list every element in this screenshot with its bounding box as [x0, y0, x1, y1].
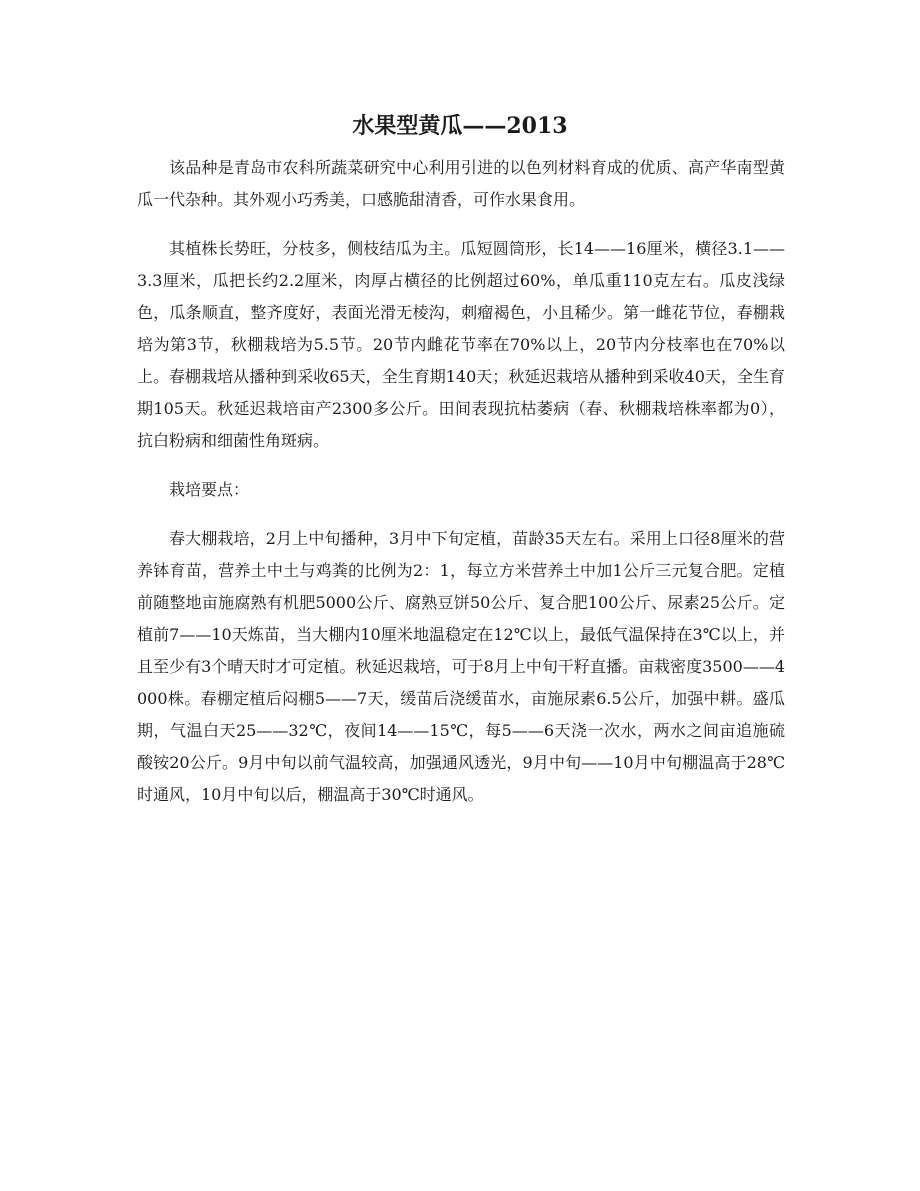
- paragraph-cultivation-heading: 栽培要点：: [169, 480, 250, 499]
- paragraph-plant-traits: 其植株长势旺，分枝多，侧枝结瓜为主。瓜短圆筒形，长14——16厘米，横径3.1——3.3厘米，瓜把长约2.2厘米，肉厚占横径的比例超过60%，单瓜重110克左右。瓜皮浅绿色，瓜条顺直，整齐度好，表面光滑无棱沟，刺瘤褐色，小且稀少。第一雌花节位，春棚栽培为第3节，秋棚栽培为5.5节。20节内雌花节率在70%以上，20节内分枝率也在70%以上。春棚栽培从播种到采收65天，全生育期140天；秋延迟栽培从播种到采收40天，全生育期105天。秋延迟栽培亩产2300多公斤。田间表现抗枯萎病（春、秋棚栽培株率都为0），抗白粉病和细菌性角斑病。: [137, 239, 785, 450]
- document-body: [137, 152, 785, 811]
- paragraph-cultivation-details: 春大棚栽培，2月上中旬播种，3月中下旬定植，苗龄35天左右。采用上口径8厘米的营养钵育苗，营养土中土与鸡粪的比例为2：1，每立方米营养土中加1公斤三元复合肥。定植前随整地亩施腐熟有机肥5000公斤、腐熟豆饼50公斤、复合肥100公斤、尿素25公斤。定植前7——10天炼苗，当大棚内10厘米地温稳定在12℃以上，最低气温保持在3℃以上，并且至少有3个晴天时才可定植。秋延迟栽培，可于8月上中旬干籽直播。亩栽密度3500——4000株。春棚定植后闷棚5——7天，缓苗后浇缓苗水，亩施尿素6.5公斤，加强中耕。盛瓜期，气温白天25——32℃，夜间14——15℃，每5——6天浇一次水，两水之间亩追施硫酸铵20公斤。9月中旬以前气温较高，加强通风透光，9月中旬——10月中旬棚温高于28℃时通风，10月中旬以后，棚温高于30℃时通风。: [137, 529, 785, 804]
- paragraph-variety-intro: 该品种是青岛市农科所蔬菜研究中心利用引进的以色列材料育成的优质、高产华南型黄瓜一代杂种。其外观小巧秀美，口感脆甜清香，可作水果食用。: [137, 158, 785, 209]
- document-title: 水果型黄瓜——2013: [352, 113, 568, 139]
